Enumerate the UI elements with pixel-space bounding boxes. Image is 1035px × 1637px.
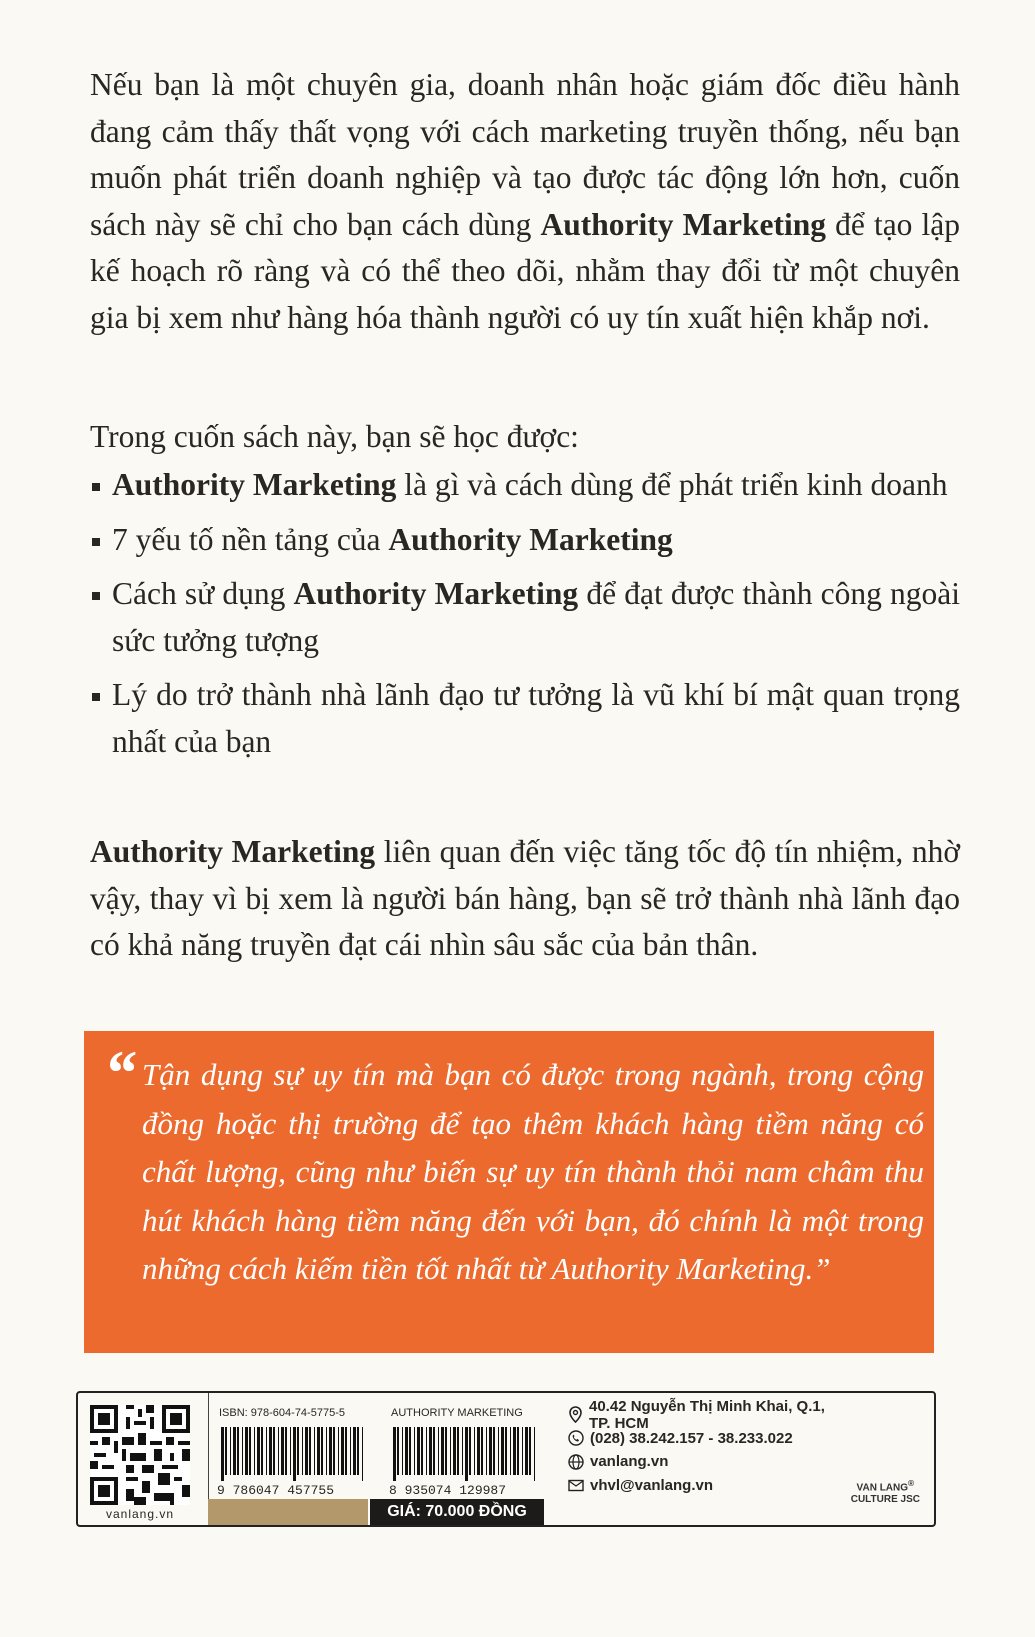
quote-text: Tận dụng sự uy tín mà bạn có được trong ngành, trong cộng đồng hoặc thị trường để tạo thêm khách hàng tiềm năng có chất lượng, cũng như biến sự uy tín thành thỏi nam châm thu hút khách hàng tiềm năng đến với bạn, đó chính là một trong những cách kiếm tiền tốt nhất từ Authority Marketing.” — [142, 1057, 924, 1286]
learning-list — [90, 462, 960, 773]
list-item — [90, 517, 960, 564]
description-text-2: để tạo lập kế hoạch rõ ràng và có thể theo dõi, nhằm thay đổi từ một chuyên gia bị xem như hàng hóa thành người có uy tín xuất hiện khắp nơi. — [90, 206, 960, 335]
phone-text: (028) 38.242.157 - 38.233.022 — [590, 1429, 793, 1447]
list-item-bold: Authority Marketing — [112, 467, 397, 502]
address-row — [568, 1397, 828, 1432]
publisher-footer — [76, 1391, 936, 1527]
list-item-text: để đạt được thành công ngoài sức tưởng tượng — [112, 576, 960, 658]
email-text: vhvl@vanlang.vn — [590, 1476, 713, 1494]
bullet-square-icon — [92, 693, 100, 701]
list-item-bold: Authority Marketing — [293, 576, 579, 611]
bullet-square-icon — [92, 592, 100, 600]
product-barcode-number: 8 935074 129987 — [389, 1483, 507, 1498]
phone-icon — [568, 1430, 584, 1446]
email-row — [568, 1474, 828, 1498]
isbn-label: ISBN: 978-604-74-5775-5 — [219, 1407, 345, 1419]
bullet-square-icon — [92, 483, 100, 491]
registered-mark: ® — [908, 1478, 915, 1488]
list-item-text: là gì và cách dùng để phát triển kinh doanh — [396, 467, 948, 502]
brand-name: VAN LANG — [856, 1482, 909, 1494]
list-item-text: Cách sử dụng — [112, 576, 294, 611]
quote-mark-icon: “ — [104, 1037, 136, 1108]
location-pin-icon — [568, 1406, 583, 1423]
list-item — [90, 571, 960, 664]
envelope-icon — [568, 1479, 584, 1492]
product-barcode-icon — [391, 1427, 541, 1481]
isbn-barcode-number: 9 786047 457755 — [217, 1483, 335, 1498]
bullet-square-icon — [92, 538, 100, 546]
quote-box — [84, 1031, 934, 1353]
list-item-bold: Authority Marketing — [388, 521, 673, 557]
list-item-text: 7 yếu tố nền tảng của — [112, 521, 389, 557]
description-bold: Authority Marketing — [540, 206, 827, 242]
list-item — [90, 672, 960, 765]
closing-bold: Authority Marketing — [90, 834, 376, 869]
website-text: vanlang.vn — [590, 1453, 669, 1471]
qr-code-icon — [90, 1405, 190, 1505]
address-text: 40.42 Nguyễn Thị Minh Khai, Q.1, TP. HCM — [589, 1397, 825, 1432]
publisher-contact — [568, 1397, 828, 1497]
brand-subline: CULTURE JSC — [850, 1494, 920, 1506]
publisher-logo — [851, 1477, 920, 1506]
decorative-block — [208, 1499, 368, 1525]
bullets-intro: Trong cuốn sách này, bạn sẽ học được: — [90, 419, 579, 454]
closing-text: liên quan đến việc tăng tốc độ tín nhiệm, nhờ vậy, thay vì bị xem là người bán hàng, bạn sẽ trở thành nhà lãnh đạo có khả năng truyền đạt cái nhìn sâu sắc của bản thân. — [90, 834, 960, 962]
book-title-label: AUTHORITY MARKETING — [391, 1407, 523, 1419]
list-item — [90, 462, 960, 509]
website-row — [568, 1450, 828, 1474]
globe-icon — [568, 1454, 584, 1470]
price-label: GIÁ: 70.000 ĐỒNG — [370, 1499, 544, 1525]
list-item-text: Lý do trở thành nhà lãnh đạo tư tưởng là vũ khí bí mật quan trọng nhất của bạn — [112, 677, 960, 759]
back-cover-text — [90, 62, 960, 962]
description-text-1: Nếu bạn là một chuyên gia, doanh nhân hoặc giám đốc điều hành đang cảm thấy thất vọng với cách marketing truyền thống, nếu bạn muốn phát triển doanh nghiệp và tạo được tác động lớn hơn, cuốn sách này sẽ chỉ cho bạn cách dùng — [90, 67, 960, 242]
closing-paragraph — [90, 829, 960, 969]
phone-row — [568, 1427, 828, 1451]
isbn-barcode-icon — [219, 1427, 369, 1481]
description-paragraph — [90, 62, 960, 341]
qr-label: vanlang.vn — [105, 1507, 175, 1521]
